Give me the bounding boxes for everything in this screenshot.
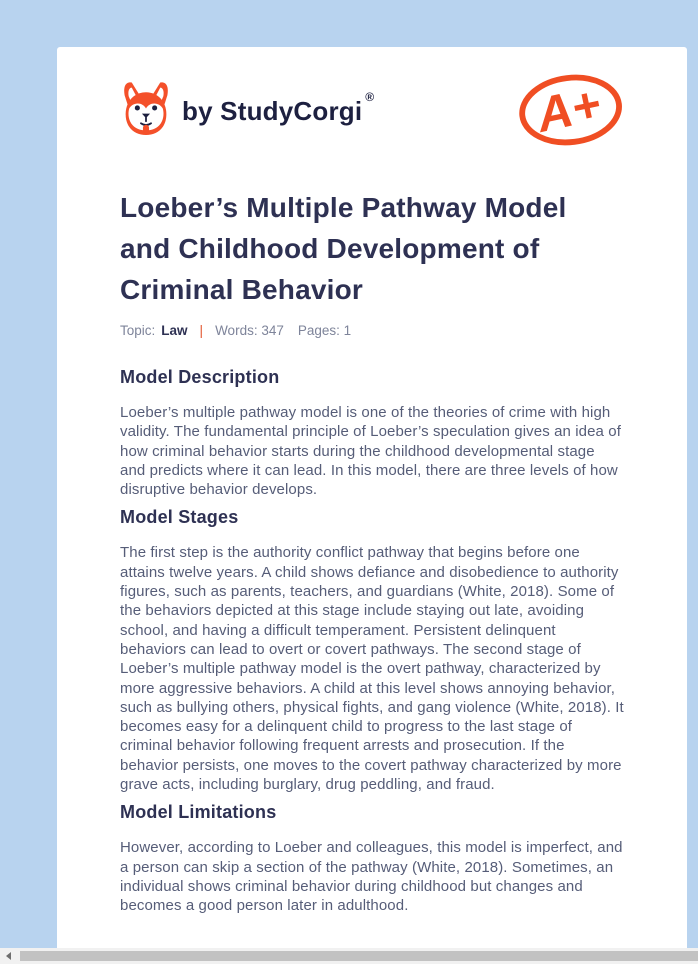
section-body: However, according to Loeber and colleagues, this model is imperfect, and a person can skip a section of the pathway (White, 2018). Sometimes, an individual shows criminal behavior during childhood but changes and becomes a good person later in adulthood. <box>120 839 623 915</box>
document-header <box>120 71 624 151</box>
section-model-stages <box>120 507 624 794</box>
brand-text: by StudyCorgi ® <box>182 89 375 126</box>
svg-text:A+: A+ <box>532 76 606 143</box>
registered-mark: ® <box>365 89 375 104</box>
topic-link[interactable]: Law <box>161 323 188 338</box>
horizontal-scrollbar-thumb[interactable] <box>20 951 698 961</box>
scroll-left-arrow-icon <box>6 952 11 960</box>
corgi-logo-icon <box>120 81 172 142</box>
section-body: Loeber’s multiple pathway model is one of the theories of crime with high validity. The fundamental principle of Loeber’s speculation gives an idea of how criminal behavior starts during the childhood developmental stage and predicts where it can lead. In this model, there are three levels of how disruptive behavior develops. <box>120 404 621 499</box>
section-heading: Model Stages <box>120 507 239 528</box>
topic-label: Topic: <box>120 323 156 338</box>
section-model-limitations <box>120 802 624 915</box>
section-heading: Model Limitations <box>120 802 277 823</box>
studycorgi-brand <box>120 81 375 142</box>
words-stat: Words: 347 <box>215 323 284 338</box>
meta-separator: | <box>199 323 204 338</box>
pages-stat: Pages: 1 <box>297 323 352 338</box>
document-card <box>57 47 687 964</box>
a-plus-badge-icon <box>517 70 624 153</box>
horizontal-scrollbar[interactable] <box>0 948 698 964</box>
section-model-description <box>120 367 624 499</box>
section-body: The first step is the authority conflict pathway that begins before one attains twelve years. A child shows defiance and disobedience to authority figures, such as parents, teachers, and guardians (White, 2018). Some of the behaviors depicted at this stage include staying out late, avoiding school, and having a difficult temperament. Persistent delinquent behaviors can lead to overt or covert pathways. The second stage of Loeber’s multiple pathway model is the overt pathway, characterized by more aggressive behaviors. A child at this level shows annoying behavior, such as bullying others, physical fights, and gang violence (White, 2018). It becomes easy for a delinquent child to progress to the last stage of criminal behavior following frequent arrests and prosecution. If the behavior persists, one moves to the covert pathway characterized by more grave acts, including burglary, drug peddling, and fraud. <box>120 544 624 794</box>
section-heading: Model Description <box>120 367 280 387</box>
scroll-left-button[interactable] <box>0 948 17 964</box>
page-title: Loeber’s Multiple Pathway Model and Childhood Development of Criminal Behavior <box>120 192 567 305</box>
article-meta <box>120 323 624 338</box>
